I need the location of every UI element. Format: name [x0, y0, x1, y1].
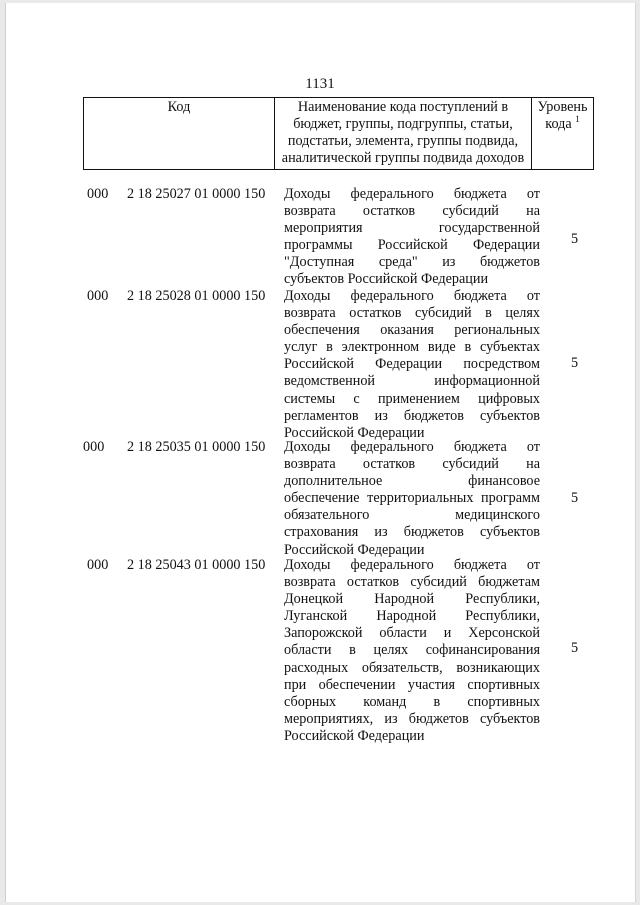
income-name — [284, 186, 540, 289]
admin-code: 000 — [83, 439, 105, 455]
income-name-line: Российской Федерации — [284, 424, 425, 441]
income-name-line: регламентов из бюджетов субъектов — [284, 407, 540, 424]
income-name-line: Доходы федерального бюджета от — [284, 439, 540, 455]
income-name-line: сборных команд в спортивных — [284, 693, 540, 710]
header-name-line: Наименование кода поступлений в — [297, 99, 509, 115]
income-name-line: при обеспечении участия спортивных — [284, 676, 540, 693]
code-level: 5 — [571, 231, 579, 247]
income-name-line: Российской Федерации — [284, 727, 425, 744]
income-name-line: Российской Федерации посредством — [284, 356, 540, 373]
income-name-line: Донецкой Народной Республики, — [284, 591, 540, 608]
code-level: 5 — [571, 355, 579, 371]
header-name-line: подстатьи, элемента, группы подвида, — [287, 133, 519, 149]
income-name-line: расходных обязательств, возникающих — [284, 659, 540, 676]
income-name-line: дополнительное финансовое — [284, 473, 540, 490]
income-name-line: субъектов Российской Федерации — [284, 271, 489, 288]
income-name-line: мероприятия государственной — [284, 220, 540, 237]
income-name-line: Российской Федерации — [284, 541, 425, 558]
income-code: 2 18 25043 01 0000 150 — [127, 557, 266, 573]
header-name-line: аналитической группы подвида доходов — [281, 150, 525, 166]
header-level — [532, 98, 594, 170]
code-level: 5 — [571, 640, 579, 656]
income-name-line: Доходы федерального бюджета от — [284, 288, 540, 304]
income-name-line: возврата остатков субсидий в целях — [284, 305, 540, 322]
admin-code: 000 — [87, 288, 109, 304]
income-name-line: мероприятиях, из бюджетов субъектов — [284, 710, 540, 727]
table-header — [83, 97, 594, 170]
admin-code: 000 — [87, 557, 109, 573]
income-name-line: обеспечение территориальных программ — [284, 490, 540, 507]
code-level: 5 — [571, 490, 579, 506]
income-name-line: Доходы федерального бюджета от — [284, 186, 540, 202]
admin-code: 000 — [87, 186, 109, 202]
income-name — [284, 557, 540, 745]
income-code: 2 18 25027 01 0000 150 — [127, 186, 266, 202]
income-name-line: системы с применением цифровых — [284, 390, 540, 407]
income-name-line: услуг в электронном виде в субъектах — [284, 339, 540, 356]
income-name-line: страхования из бюджетов субъектов — [284, 524, 540, 541]
income-name-line: программы Российской Федерации — [284, 237, 540, 254]
income-name-line: "Доступная среда" из бюджетов — [284, 254, 540, 271]
header-name-line: бюджет, группы, подгруппы, статьи, — [293, 116, 513, 132]
income-name — [284, 439, 540, 559]
header-code: Код — [84, 98, 275, 170]
level-footnote-mark: 1 — [575, 114, 580, 124]
income-name-line: возврата остатков субсидий бюджетам — [284, 574, 540, 591]
income-code: 2 18 25028 01 0000 150 — [127, 288, 266, 304]
income-name-line: возврата остатков субсидий на — [284, 456, 540, 473]
income-name-line: Доходы федерального бюджета от — [284, 557, 540, 573]
header-level-word: кода — [545, 116, 572, 132]
income-name — [284, 288, 540, 442]
income-name-line: ведомственной информационной — [284, 373, 540, 390]
income-name-line: Луганской Народной Республики, — [284, 608, 540, 625]
income-name-line: обязательного медицинского — [284, 507, 540, 524]
income-name-line: обеспечения оказания региональных — [284, 322, 540, 339]
income-name-line: возврата остатков субсидий на — [284, 203, 540, 220]
page-number: 1131 — [305, 76, 335, 92]
header-name — [275, 98, 532, 170]
income-code: 2 18 25035 01 0000 150 — [127, 439, 266, 455]
header-level-line — [534, 116, 591, 133]
income-name-line: Запорожской области и Херсонской — [284, 625, 540, 642]
income-name-line: области в целях софинансирования — [284, 642, 540, 659]
header-level-line: Уровень — [537, 99, 588, 115]
